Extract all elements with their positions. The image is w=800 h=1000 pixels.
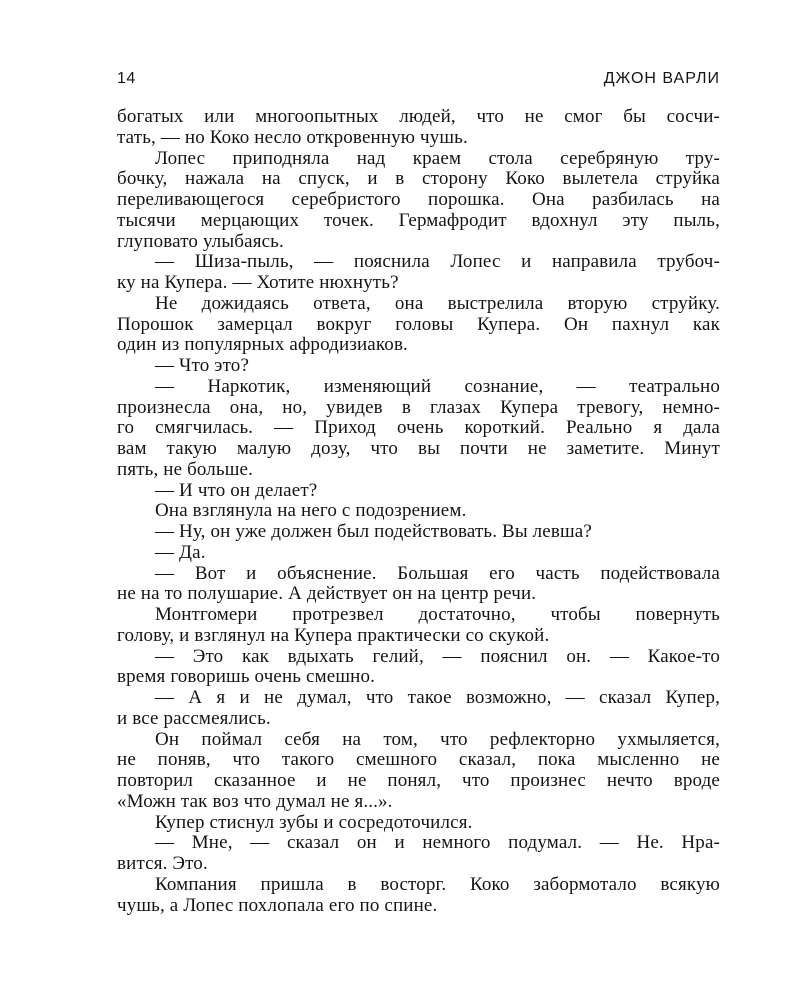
- text-line: го смягчилась. — Приход очень короткий. Реально я дала: [117, 418, 720, 439]
- running-head: [117, 70, 720, 92]
- text-line: Лопес приподняла над краем стола серебряную тру-: [155, 148, 720, 169]
- paragraph: [117, 481, 720, 502]
- text-line: ку на Купера. — Хотите нюхнуть?: [117, 273, 399, 293]
- text-line: не поняв, что такого смешного сказал, пока мысленно не: [117, 750, 720, 771]
- text-line: вится. Это.: [117, 854, 208, 874]
- paragraph: [117, 107, 720, 149]
- text-line: тысячи мерцающих точек. Гермафродит вдохнул эту пыль,: [117, 210, 720, 231]
- text-line: Компания пришла в восторг. Коко забормотало всякую: [155, 874, 720, 895]
- paragraph: [117, 875, 720, 917]
- text-line: Она взглянула на него с подозрением.: [155, 501, 467, 522]
- paragraph: [117, 294, 720, 356]
- text-line: — Да.: [155, 542, 206, 563]
- text-line: — Это как вдыхать гелий, — пояснил он. — Какое-то: [155, 646, 720, 667]
- text-line: — Мне, — сказал он и немного подумал. — Не. Нра-: [155, 833, 720, 854]
- text-line: — Что это?: [155, 356, 250, 376]
- text-line: не на то полушарие. А действует он на центр речи.: [117, 584, 537, 605]
- text-line: глуповато улыбаясь.: [117, 231, 284, 252]
- text-line: Он поймал себя на том, что рефлекторно ухмыляется,: [155, 729, 720, 750]
- paragraph: [117, 149, 720, 253]
- text-line: Порошок замерцал вокруг головы Купера. Он пахнул как: [117, 314, 720, 335]
- paragraph: [117, 730, 720, 813]
- body-text: [117, 107, 720, 916]
- paragraph: [117, 543, 720, 564]
- paragraph: [117, 356, 720, 377]
- paragraph: [117, 564, 720, 606]
- paragraph: [117, 377, 720, 481]
- text-line: Монтгомери протрезвел достаточно, чтобы повернуть: [155, 605, 720, 625]
- text-line: — Ну, он уже должен был подействовать. Вы левша?: [155, 522, 592, 542]
- running-title: ДЖОН ВАРЛИ: [603, 70, 720, 87]
- text-line: тать, — но Коко несло откровенную чушь.: [117, 127, 468, 148]
- paragraph: [117, 501, 720, 522]
- text-line: голову, и взглянул на Купера практически со скукой.: [117, 625, 550, 646]
- text-line: время говоришь очень смешно.: [117, 667, 376, 688]
- text-line: — Вот и объяснение. Большая его часть подействовала: [155, 563, 720, 584]
- paragraph: [117, 647, 720, 689]
- text-line: и все рассмеялись.: [117, 708, 271, 729]
- text-line: Не дожидаясь ответа, она выстрелила вторую струйку.: [155, 293, 720, 314]
- text-line: произнесла она, но, увидев в глазах Купера тревогу, немно-: [117, 397, 720, 418]
- text-line: «Можн так воз что думал не я...».: [117, 791, 393, 812]
- text-line: — И что он делает?: [155, 480, 318, 501]
- text-line: пять, не больше.: [117, 459, 254, 480]
- text-line: — Шиза-пыль, — пояснила Лопес и направила трубоч-: [155, 252, 720, 273]
- text-line: бочку, нажала на спуск, и в сторону Коко вылетела струйка: [117, 169, 720, 190]
- text-line: чушь, а Лопес похлопала его по спине.: [117, 895, 438, 916]
- text-line: повторил сказанное и не понял, что произнес нечто вроде: [117, 771, 720, 791]
- page-number: 14: [117, 70, 136, 87]
- paragraph: [117, 252, 720, 294]
- paragraph: [117, 522, 720, 543]
- paragraph: [117, 605, 720, 647]
- text-line: один из популярных афродизиаков.: [117, 335, 408, 356]
- text-line: — Наркотик, изменяющий сознание, — театрально: [155, 376, 720, 397]
- paragraph: [117, 813, 720, 834]
- text-line: Купер стиснул зубы и сосредоточился.: [155, 812, 473, 833]
- paragraph: [117, 833, 720, 875]
- text-line: переливающегося серебристого порошка. Она разбилась на: [117, 190, 720, 210]
- text-line: вам такую малую дозу, что вы почти не заметите. Минут: [117, 439, 720, 459]
- text-line: богатых или многоопытных людей, что не смог бы сосчи-: [117, 107, 720, 127]
- text-line: — А я и не думал, что такое возможно, — сказал Купер,: [155, 688, 720, 708]
- paragraph: [117, 688, 720, 730]
